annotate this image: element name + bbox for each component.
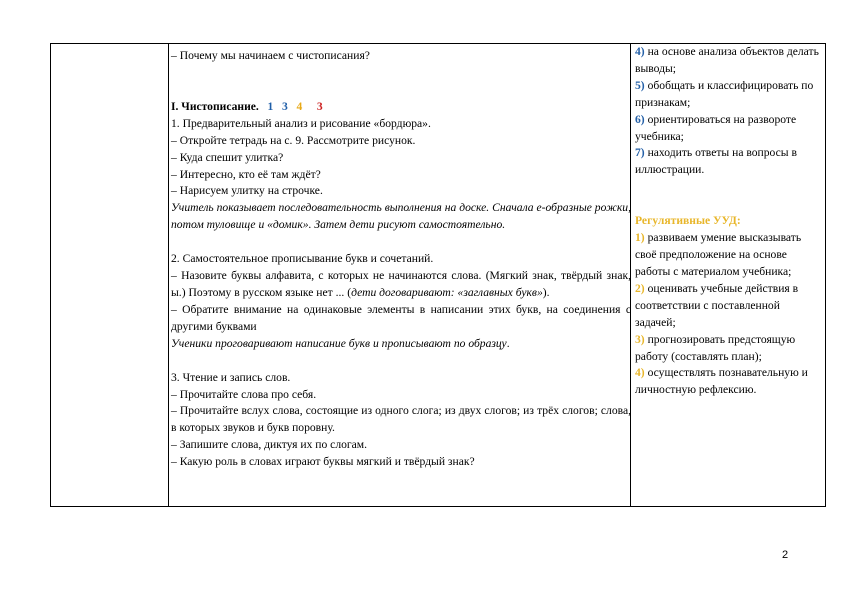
text-line: – Запишите слова, диктуя их по слогам. <box>171 438 368 452</box>
item-text: ориентироваться на развороте учебника; <box>635 112 797 143</box>
text-line: – Нарисуем улитку на строчке. <box>171 184 323 198</box>
item-number: 1) <box>635 231 645 245</box>
section-title-text: I. Чистописание. <box>171 99 259 113</box>
text-line: – Интересно, кто её там ждёт? <box>171 167 321 181</box>
skill-item <box>635 332 823 366</box>
text-paragraph: – Прочитайте вслух слова, состоящие из одного слога; из двух слогов; из трёх слогов; слова, в которых звуков и букв поровну. <box>171 404 631 435</box>
skill-item <box>635 365 823 399</box>
item-number: 2) <box>635 281 645 295</box>
text-line: – Куда спешит улитка? <box>171 150 284 164</box>
text-line: – Откройте тетрадь на с. 9. Рассмотрите рисунок. <box>171 133 416 147</box>
item-number: 5) <box>635 78 645 92</box>
lesson-content-column <box>171 48 631 471</box>
skill-item <box>635 281 823 332</box>
section-title <box>171 99 631 116</box>
item-number: 3) <box>635 332 645 346</box>
student-note <box>171 336 631 353</box>
item-number: 4) <box>635 45 645 58</box>
item-number: 4) <box>635 366 645 380</box>
item-text: обобщать и классифицировать по признакам; <box>635 78 814 109</box>
page-number: 2 <box>782 549 789 561</box>
subsection-title: 3. Чтение и запись слов. <box>171 370 291 384</box>
item-number: 6) <box>635 112 645 126</box>
number-1: 1 <box>267 99 274 113</box>
skill-item <box>635 230 823 281</box>
item-text: прогнозировать предстоящую работу (составлять план); <box>635 332 796 363</box>
text-paragraph: – Обратите внимание на одинаковые элементы в написании этих букв, на соединения с другими буквами <box>171 302 631 333</box>
number-4: 4 <box>296 99 303 113</box>
item-number: 7) <box>635 146 645 160</box>
skill-item <box>635 44 823 78</box>
intro-question: – Почему мы начинаем с чистописания? <box>171 49 370 62</box>
item-text: оценивать учебные действия в соответствии с поставленной задачей; <box>635 281 799 329</box>
item-text: развиваем умение высказывать своё предположение на основе работы с материалом учебника; <box>635 231 802 278</box>
text-span: . <box>506 336 510 350</box>
italic-span: Ученики проговаривают написание букв и прописывают по образцу <box>171 336 507 350</box>
skill-item <box>635 112 823 146</box>
skill-item <box>635 145 823 179</box>
subsection-title: 2. Самостоятельное прописывание букв и сочетаний. <box>171 252 434 266</box>
regulatory-title: Регулятивные УУД: <box>635 214 741 228</box>
column-divider <box>168 44 169 506</box>
number-3-red: 3 <box>316 99 323 113</box>
text-paragraph <box>171 268 631 302</box>
text-span: – Назовите буквы алфавита, с которых не начинаются слова. (Мягкий знак, твёрдый знак, ы.) Поэтому в русском языке нет ... ( <box>171 269 631 299</box>
number-3: 3 <box>282 99 288 113</box>
lesson-table <box>50 43 826 507</box>
text-span: ). <box>542 285 550 299</box>
italic-span: дети договаривают: «заглавных букв» <box>351 285 543 299</box>
skills-column <box>635 44 823 399</box>
item-text: находить ответы на вопросы в иллюстрации. <box>635 146 797 177</box>
text-line: – Какую роль в словах играют буквы мягкий и твёрдый знак? <box>171 455 475 469</box>
item-text: на основе анализа объектов делать выводы; <box>635 45 819 75</box>
teacher-note: Учитель показывает последовательность выполнения на доске. Сначала е-образные рожки, потом туловище и «домик». Затем дети рисуют самостоятельно. <box>171 201 631 232</box>
text-line: 1. Предварительный анализ и рисование «бордюра». <box>171 116 431 130</box>
text-line: – Прочитайте слова про себя. <box>171 387 317 401</box>
skill-item <box>635 78 823 112</box>
item-text: осуществлять познавательную и личностную рефлексию. <box>635 366 808 397</box>
